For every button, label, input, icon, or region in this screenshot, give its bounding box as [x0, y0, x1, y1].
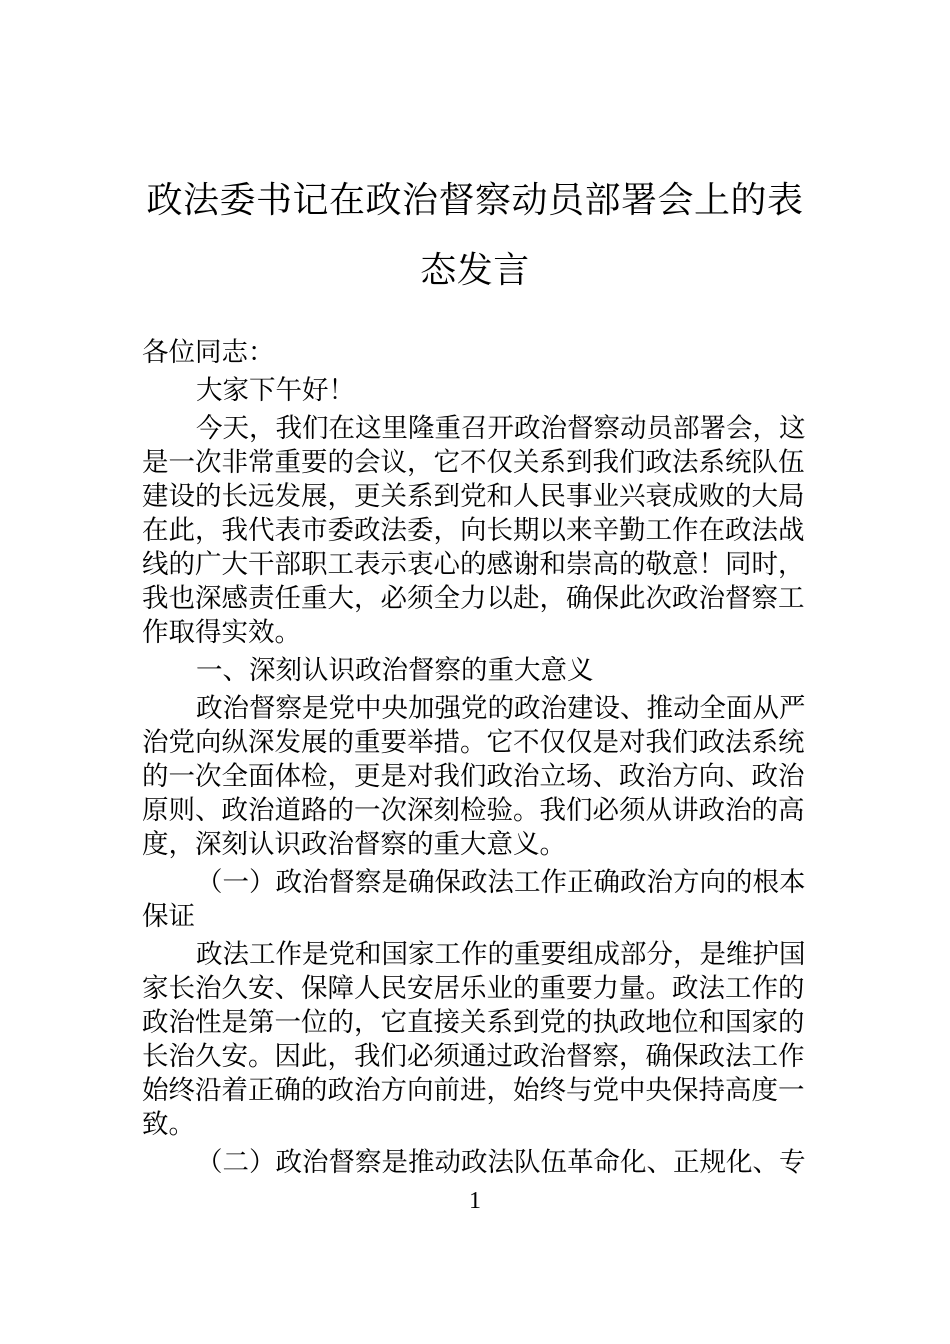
document-title-line-2: 态发言: [420, 250, 530, 291]
text-line: 政治性是第一位的，它直接关系到党的执政地位和国家的: [142, 1007, 805, 1038]
paragraph: [142, 1146, 822, 1180]
page-number: 1: [469, 1188, 481, 1214]
text-line: 治党向纵深发展的重要举措。它不仅仅是对我们政法系统: [142, 727, 805, 758]
text-line: 家长治久安、保障人民安居乐业的重要力量。政法工作的: [142, 973, 805, 1004]
text-line: （一）政治督察是确保政法工作正确政治方向的根本: [196, 867, 806, 898]
text-line: 各位同志：: [142, 337, 275, 368]
text-line: 的一次全面体检，更是对我们政治立场、政治方向、政治: [142, 761, 805, 792]
text-line: 作取得实效。: [142, 617, 301, 648]
text-line: 大家下午好！: [196, 375, 355, 406]
text-line: 线的广大干部职工表示衷心的感谢和崇高的敬意！同时，: [142, 549, 805, 580]
text-line: 是一次非常重要的会议，它不仅关系到我们政法系统队伍: [142, 447, 805, 478]
paragraph: [142, 938, 822, 1142]
document-body: [142, 336, 822, 1184]
text-line: 在此，我代表市委政法委，向长期以来辛勤工作在政法战: [142, 515, 805, 546]
text-line: 建设的长远发展，更关系到党和人民事业兴衰成败的大局: [142, 481, 805, 512]
text-line: 一、深刻认识政治督察的重大意义: [196, 655, 594, 686]
text-line: 政治督察是党中央加强党的政治建设、推动全面从严: [196, 693, 806, 724]
text-line: 度，深刻认识政治督察的重大意义。: [142, 829, 566, 860]
text-line: 长治久安。因此，我们必须通过政治督察，确保政法工作: [142, 1041, 805, 1072]
paragraph: [142, 654, 822, 688]
paragraph: [142, 866, 822, 934]
text-line: 始终沿着正确的政治方向前进，始终与党中央保持高度一: [142, 1075, 805, 1106]
text-line: 原则、政治道路的一次深刻检验。我们必须从讲政治的高: [142, 795, 805, 826]
document-title-line-1: 政法委书记在政治督察动员部署会上的表: [146, 180, 804, 221]
paragraph: [142, 692, 822, 862]
text-line: 致。: [142, 1109, 195, 1140]
text-line: 政法工作是党和国家工作的重要组成部分，是维护国: [196, 939, 806, 970]
paragraph: [142, 412, 822, 650]
text-line: 保证: [142, 901, 195, 932]
text-line: 今天，我们在这里隆重召开政治督察动员部署会，这: [196, 413, 806, 444]
text-line: 我也深感责任重大，必须全力以赴，确保此次政治督察工: [142, 583, 805, 614]
paragraph: [142, 336, 822, 370]
paragraph: [142, 374, 822, 408]
text-line: （二）政治督察是推动政法队伍革命化、正规化、专: [196, 1147, 806, 1178]
